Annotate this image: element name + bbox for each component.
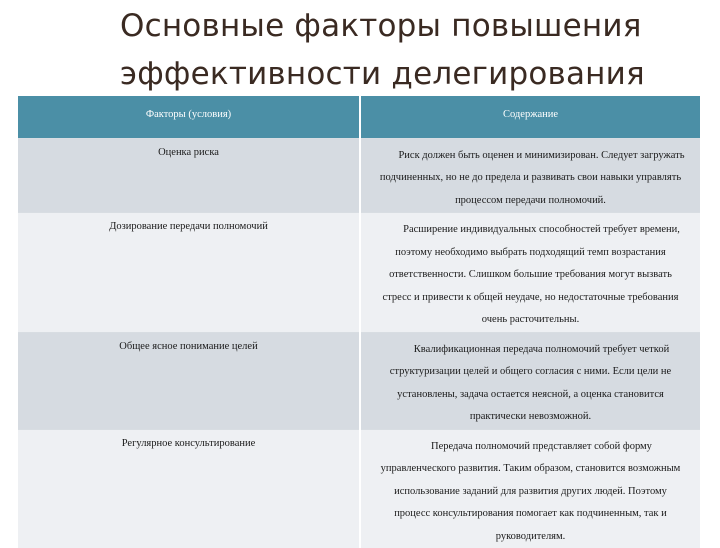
slide-title-line-1: Основные факторы повышения: [120, 8, 642, 44]
content-cell: [360, 429, 700, 548]
content-text: Риск должен быть оценен и минимизирован. Следует загружать подчиненных, но не до предела и развивать свои навыки управлять процессом передачи полномочий.: [379, 149, 685, 206]
content-text: Квалификационная передача полномочий требует четкой структуризации целей и общего согласия с ними. Если цели не установлены, задача остается неясной, а оценка становится практически невозможной.: [389, 343, 672, 422]
slide-title-line-2: эффективности делегирования: [120, 56, 645, 92]
content-text: Передача полномочий представляет собой форму управленческого развития. Таким образом, становится возможным использование заданий для развития других людей. Поэтому процесс консультирования помогает как подчиненным, так и руководителям.: [380, 440, 681, 542]
factor-cell: Регулярное консультирование: [18, 429, 360, 548]
content-cell: [360, 213, 700, 333]
content-cell: [360, 332, 700, 429]
table-row: [18, 429, 700, 548]
left-margin-strip: [0, 92, 6, 532]
header-factors: Факторы (условия): [18, 96, 360, 138]
table-header-row: [18, 96, 700, 138]
content-cell: [360, 138, 700, 213]
slide-title: [120, 2, 700, 98]
factor-cell: Общее ясное понимание целей: [18, 332, 360, 429]
factor-cell: Дозирование передачи полномочий: [18, 213, 360, 333]
delegation-factors-table: [18, 96, 700, 548]
content-text: Расширение индивидуальных способностей требует времени, поэтому необходимо выбрать подходящий темп возрастания ответственности. Слишком большие требования могут вызвать стресс и привести к общей неудаче, но недостаточные требования очень расточительны.: [382, 224, 680, 325]
table-row: [18, 138, 700, 213]
factor-cell: Оценка риска: [18, 138, 360, 213]
table-row: [18, 213, 700, 333]
table-row: [18, 332, 700, 429]
header-content: Содержание: [360, 96, 700, 138]
